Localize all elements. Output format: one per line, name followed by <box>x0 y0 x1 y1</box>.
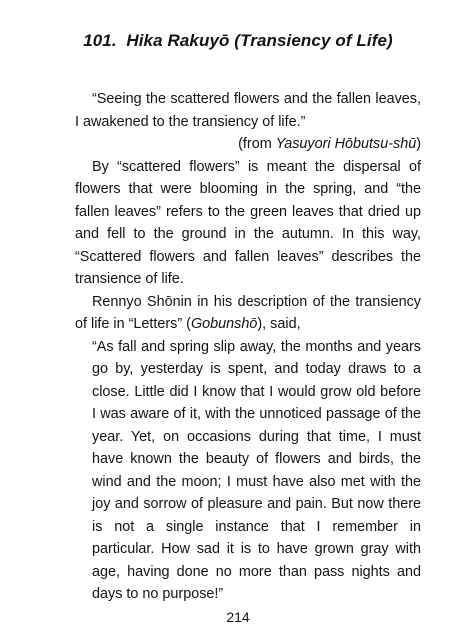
title-number: 101. <box>83 31 117 50</box>
title-text: Hika Rakuyō (Transiency of Life) <box>126 31 393 50</box>
rennyo-intro-end: ), said, <box>257 316 301 332</box>
source-prefix: (from <box>238 136 276 152</box>
explanation-paragraph: By “scattered flowers” is meant the dispersal of flowers that were blooming in the spring, and “the fallen leaves” refers to the green leaves that dried up and fell to the ground in the autumn. In this way, “Scattered flowers and fallen leaves” describes the transience of life. <box>75 158 421 287</box>
rennyo-intro-paragraph <box>75 291 421 336</box>
page-title <box>0 31 476 51</box>
page-number: 214 <box>226 609 250 625</box>
opening-quote: “Seeing the scattered flowers and the fallen leaves, I awakened to the transiency of life.” <box>75 91 421 130</box>
rennyo-quote: “As fall and spring slip away, the months and years go by, yesterday is spent, and today draws to a close. Little did I know that I would grow old before I was aware of it, with the unnoticed passage of the year. Yet, on occasions during that time, I must have known the beauty of flowers and birds, the wind and the moon; I must have also met with the joy and sorrow of pleasure and pain. But now there is not a single instance that I remember in particular. How sad it is to have grown gray with age, having done no more than pass nights and days to no purpose!” <box>92 338 421 602</box>
body-text <box>75 88 421 606</box>
source-title: Yasuyori Hōbutsu-shū <box>275 136 417 152</box>
rennyo-intro-text: Rennyo Shōnin in his description of the transiency of life in “Letters” ( <box>75 293 421 332</box>
source-suffix: ) <box>416 136 421 152</box>
quote-source <box>75 133 421 156</box>
gobunsho-title: Gobunshō <box>190 316 258 332</box>
